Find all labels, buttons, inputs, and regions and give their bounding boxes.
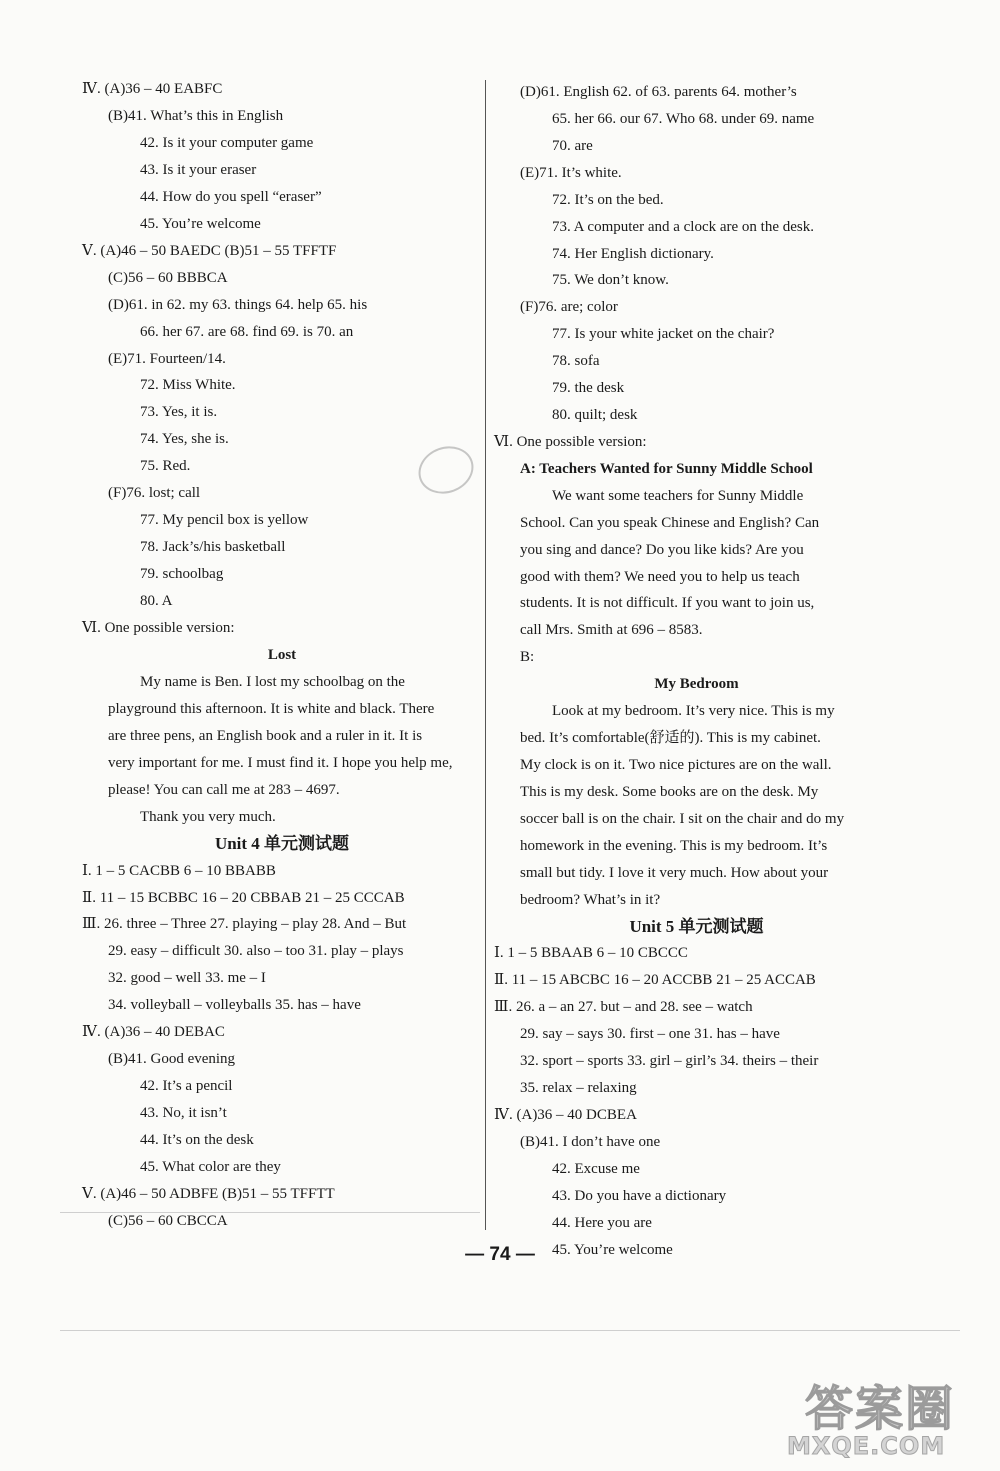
answer-line: 29. say – says 30. first – one 31. has – have (520, 1026, 780, 1043)
answer-line: 44. It’s on the desk (140, 1132, 254, 1149)
answer-line: 43. Do you have a dictionary (552, 1187, 727, 1204)
answer-line: 35. relax – relaxing (520, 1080, 637, 1097)
watermark-url: MXQE.COM (787, 1432, 946, 1460)
essay-line: call Mrs. Smith at 696 – 8583. (520, 622, 703, 639)
answer-line: (F)76. lost; call (108, 485, 201, 502)
essay-line: homework in the evening. This is my bedroom. It’s (520, 837, 828, 854)
answer-line: 79. the desk (552, 380, 625, 397)
answer-line: 80. A (140, 593, 173, 610)
answer-line: Ⅴ. (A)46 – 50 ADBFE (B)51 – 55 TFFTT (82, 1185, 335, 1202)
answer-line: 70. are (552, 137, 593, 154)
essay-line: playground this afternoon. It is white and black. There (108, 700, 435, 717)
essay-line: very important for me. I must find it. I hope you help me, (108, 754, 453, 771)
answer-line: 75. Red. (140, 458, 191, 475)
column-divider (485, 80, 486, 1230)
answer-line: Ⅰ. 1 – 5 CACBB 6 – 10 BBABB (82, 862, 276, 879)
essay-line: School. Can you speak Chinese and English? Can (520, 514, 820, 531)
answer-line: B: (520, 649, 535, 666)
answer-line: Ⅴ. (A)46 – 50 BAEDC (B)51 – 55 TFFTF (82, 242, 337, 259)
answer-line: Ⅱ. 11 – 15 BCBBC 16 – 20 CBBAB 21 – 25 CCCAB (82, 889, 405, 906)
essay-line: students. It is not difficult. If you want to join us, (520, 595, 815, 612)
answer-line: 65. her 66. our 67. Who 68. under 69. name (552, 110, 815, 127)
answer-line: (D)61. English 62. of 63. parents 64. mother’s (520, 84, 797, 100)
essay-title: Lost (267, 646, 297, 663)
answer-line: 42. Is it your computer game (140, 134, 314, 151)
answer-line: 72. Miss White. (140, 377, 236, 394)
answer-line: (E)71. Fourteen/14. (108, 350, 226, 367)
answer-line: 44. How do you spell “eraser” (140, 188, 322, 205)
unit-heading: Unit 4 单元测试题 (214, 833, 350, 853)
essay-line: This is my desk. Some books are on the desk. My (520, 783, 819, 800)
answer-line: 45. What color are they (140, 1159, 281, 1175)
answer-line: (D)61. in 62. my 63. things 64. help 65. his (108, 296, 368, 313)
answer-line: 32. sport – sports 33. girl – girl’s 34. theirs – their (520, 1053, 819, 1070)
answer-line: 43. No, it isn’t (140, 1105, 227, 1122)
stamp-mark (412, 439, 480, 501)
essay-line: bedroom? What’s in it? (520, 891, 661, 908)
answer-line: 42. It’s a pencil (140, 1078, 233, 1095)
answer-line: Ⅲ. 26. a – an 27. but – and 28. see – watch (494, 999, 753, 1016)
answer-line: Ⅳ. (A)36 – 40 DEBAC (82, 1024, 225, 1041)
answer-line: 73. A computer and a clock are on the desk. (552, 218, 815, 235)
answer-line: 78. Jack’s/his basketball (140, 539, 286, 556)
answer-line: 32. good – well 33. me – I (108, 970, 266, 987)
watermark-logo: 答案圈 (805, 1381, 956, 1437)
answer-line: Ⅳ. (A)36 – 40 EABFC (82, 81, 223, 97)
page-number: — 74 — (465, 1244, 535, 1265)
answer-line: 78. sofa (552, 353, 600, 370)
answer-line: Ⅳ. (A)36 – 40 DCBEA (494, 1106, 637, 1123)
answer-line: (E)71. It’s white. (520, 164, 622, 181)
answer-line: 45. You’re welcome (140, 215, 261, 232)
watermark (775, 1370, 995, 1465)
essay-line: soccer ball is on the chair. I sit on the chair and do my (520, 810, 845, 827)
answer-line: (B)41. Good evening (108, 1051, 236, 1068)
answer-line: Ⅵ. One possible version: (82, 620, 235, 636)
answer-line: 79. schoolbag (140, 566, 224, 583)
answer-line: 74. Yes, she is. (140, 431, 229, 448)
answer-line: 45. You’re welcome (552, 1241, 673, 1258)
answer-line: 77. Is your white jacket on the chair? (552, 326, 775, 343)
answer-line: (C)56 – 60 CBCCA (108, 1212, 228, 1229)
essay-line: My clock is on it. Two nice pictures are on the wall. (520, 757, 832, 773)
answer-line: 34. volleyball – volleyballs 35. has – have (108, 997, 361, 1014)
answer-line: Ⅵ. One possible version: (494, 433, 647, 450)
answer-line: 77. My pencil box is yellow (140, 512, 309, 529)
essay-line: My name is Ben. I lost my schoolbag on the (140, 673, 405, 690)
answer-line: (F)76. are; color (520, 299, 618, 316)
answer-line: (C)56 – 60 BBBCA (108, 269, 228, 286)
essay-line: bed. It’s comfortable(舒适的). This is my cabinet. (520, 730, 821, 747)
essay-line: We want some teachers for Sunny Middle (552, 487, 804, 504)
answer-line: 72. It’s on the bed. (552, 191, 664, 208)
essay-line: small but tidy. I love it very much. How about your (520, 864, 829, 881)
essay-line: good with them? We need you to help us teach (520, 568, 800, 585)
unit-heading: Unit 5 单元测试题 (629, 916, 764, 936)
answer-line: 75. We don’t know. (552, 272, 669, 289)
essay-line: Look at my bedroom. It’s very nice. This is my (552, 703, 835, 720)
essay-line: you sing and dance? Do you like kids? Are you (520, 541, 804, 558)
answer-line: Ⅰ. 1 – 5 BBAAB 6 – 10 CBCCC (494, 945, 688, 962)
answer-line: Ⅲ. 26. three – Three 27. playing – play 28. And – But (82, 916, 407, 933)
essay-heading: A: Teachers Wanted for Sunny Middle School (520, 460, 813, 477)
answer-line: (B)41. What’s this in English (108, 107, 284, 124)
answer-line: 42. Excuse me (552, 1160, 640, 1177)
answer-line: (B)41. I don’t have one (520, 1133, 661, 1150)
answer-line: 44. Here you are (552, 1214, 652, 1231)
answer-line: 66. her 67. are 68. find 69. is 70. an (140, 323, 354, 340)
scan-line (60, 1330, 960, 1331)
answer-line: 29. easy – difficult 30. also – too 31. play – plays (108, 943, 404, 960)
answer-line: 43. Is it your eraser (140, 161, 257, 178)
answer-line: 74. Her English dictionary. (552, 245, 714, 262)
essay-line: Thank you very much. (140, 808, 276, 825)
essay-title: My Bedroom (654, 676, 739, 693)
answer-line: 80. quilt; desk (552, 407, 638, 424)
essay-line: are three pens, an English book and a ruler in it. It is (108, 727, 423, 744)
answer-line: Ⅱ. 11 – 15 ABCBC 16 – 20 ACCBB 21 – 25 ACCAB (494, 972, 816, 989)
answer-line: 73. Yes, it is. (140, 404, 218, 421)
essay-line: please! You can call me at 283 – 4697. (108, 781, 340, 798)
scan-line (60, 1212, 480, 1213)
